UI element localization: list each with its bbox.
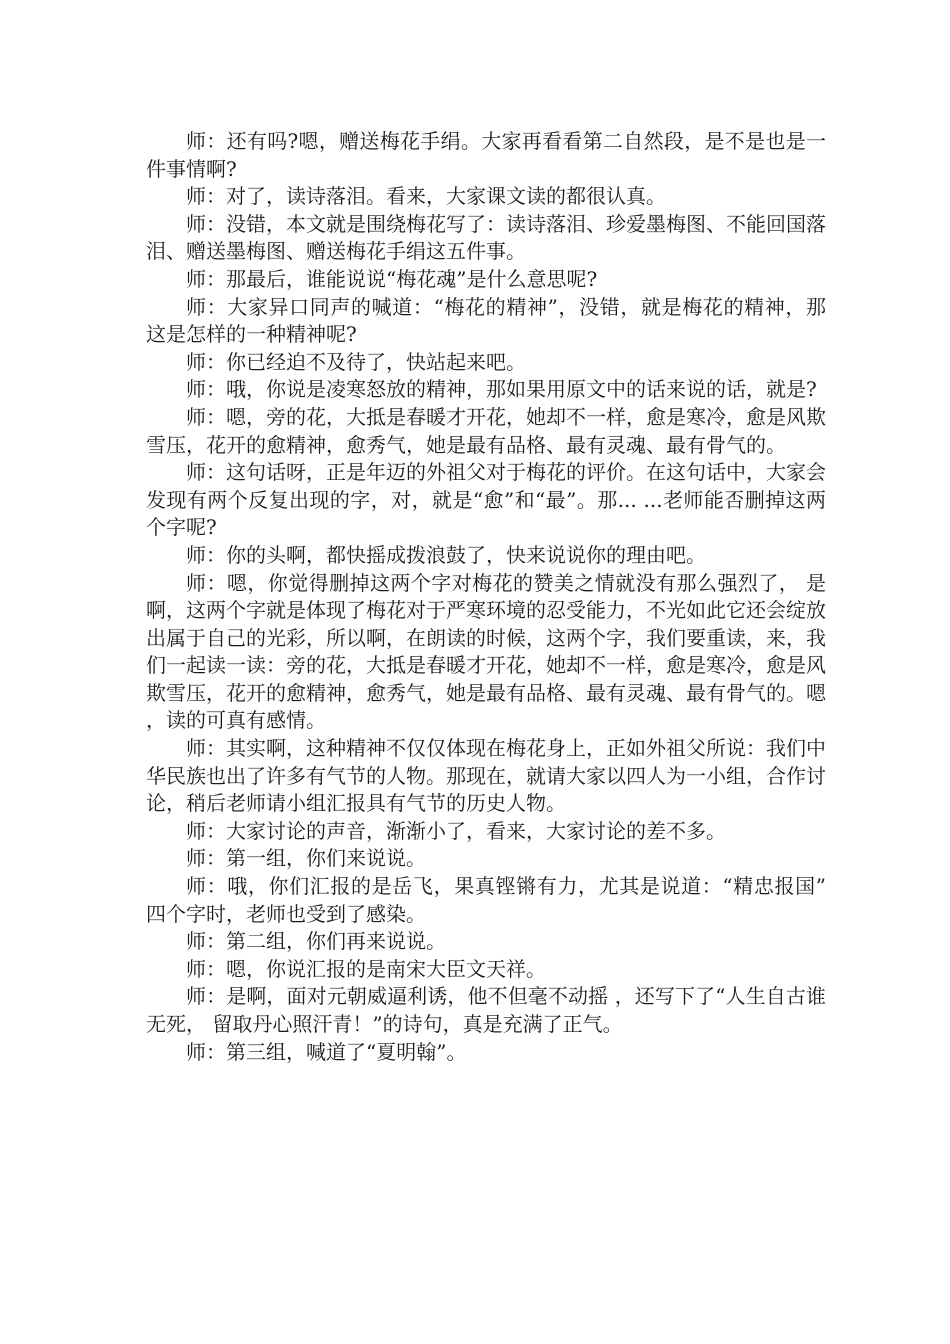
paragraph: 师：其实啊，这种精神不仅仅体现在梅花身上，正如外祖父所说：我们中华民族也出了许多有气节的人物。那现在，就请大家以四人为一小组，合作讨论，稍后老师请小组汇报具有气节的历史人物。 [146,736,826,816]
paragraph: 师：哦，你说是凌寒怒放的精神，那如果用原文中的话来说的话，就是? [186,377,817,402]
paragraph: 师：那最后，谁能说说“梅花魂”是什么意思呢? [186,266,598,291]
paragraph: 师：大家异口同声的喊道：“梅花的精神”，没错，就是梅花的精神，那这是怎样的一种精神呢? [146,294,826,347]
paragraph: 师：第一组，你们来说说。 [186,846,426,871]
paragraph: 师：没错，本文就是围绕梅花写了：读诗落泪、珍爱墨梅图、不能回国落泪、赠送墨梅图、赠送梅花手绢这五件事。 [146,211,826,264]
paragraph: 师：嗯，旁的花，大抵是春暖才开花，她却不一样，愈是寒冷，愈是风欺雪压，花开的愈精神，愈秀气，她是最有品格、最有灵魂、最有骨气的。 [146,404,826,457]
paragraph: 师：哦，你们汇报的是岳飞，果真铿锵有力，尤其是说道：“精忠报国”四个字时，老师也受到了感染。 [146,874,826,926]
paragraph: 师：嗯，你说汇报的是南宋大臣文天祥。 [186,956,546,981]
paragraph: 师：第二组，你们再来说说。 [186,929,446,954]
paragraph: 师：你的头啊，都快摇成拨浪鼓了，快来说说你的理由吧。 [186,542,706,567]
paragraph: 师：你已经迫不及待了，快站起来吧。 [186,349,526,374]
paragraph: 师：是啊，面对元朝威逼利诱，他不但毫不动摇 ，还写下了“人生自古谁无死， 留取丹心照汗青！”的诗句，真是充满了正气。 [146,984,826,1036]
paragraph: 师：对了，读诗落泪。看来，大家课文读的都很认真。 [186,184,666,209]
paragraph: 师：第三组，喊道了“夏明翰”。 [186,1039,467,1064]
document-body [146,128,826,1066]
paragraph: 师：这句话呀，正是年迈的外祖父对于梅花的评价。在这句话中，大家会发现有两个反复出现的字，对，就是“愈”和“最”。那... ...老师能否删掉这两个字呢? [146,460,826,540]
paragraph: 师：嗯，你觉得删掉这两个字对梅花的赞美之情就没有那么强烈了， 是啊，这两个字就是体现了梅花对于严寒环境的忍受能力，不光如此它还会绽放出属于自己的光彩，所以啊，在朗读的时候，这两个字，我们要重读，来，我们一起读一读：旁的花，大抵是春暖才开花，她却不一样，愈是寒冷，愈是风欺雪压，花开的愈精神，愈秀气，她是最有品格、最有灵魂、最有骨气的。嗯，读的可真有感情。 [146,570,826,733]
paragraph: 师：还有吗?嗯，赠送梅花手绢。大家再看看第二自然段，是不是也是一件事情啊? [146,129,826,181]
paragraph: 师：大家讨论的声音，渐渐小了，看来，大家讨论的差不多。 [186,818,726,843]
